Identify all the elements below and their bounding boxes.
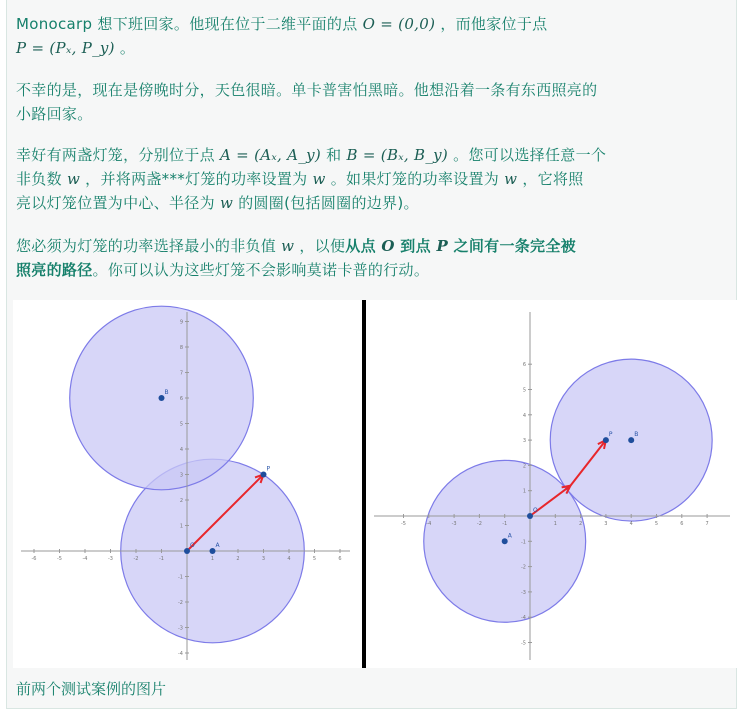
- y-tick-label: 3: [522, 438, 526, 445]
- chart-case-1: [13, 300, 358, 668]
- y-tick-label: 1: [522, 488, 526, 495]
- bold-text: 照亮的路径: [16, 261, 93, 279]
- y-tick-label: 8: [179, 345, 183, 351]
- y-tick-label: -2: [178, 600, 183, 606]
- y-tick-label: 6: [522, 362, 526, 369]
- text: 。如果灯笼的功率设置为: [325, 170, 505, 188]
- math-w: w: [66, 170, 81, 188]
- text: ，而他家位于点: [435, 15, 548, 33]
- y-tick-label: -4: [178, 651, 183, 657]
- x-tick-label: 2: [236, 556, 240, 562]
- problem-statement-card: [6, 0, 737, 709]
- y-tick-label: -2: [521, 564, 526, 571]
- y-tick-label: 9: [179, 319, 183, 326]
- x-tick-label: -1: [502, 521, 508, 527]
- y-tick-label: -3: [178, 625, 183, 632]
- math-p: P: [436, 237, 449, 255]
- x-tick-label: -6: [31, 556, 37, 562]
- math-point-p: P = (Pₓ, P_y): [16, 39, 115, 57]
- y-tick-label: 1: [179, 523, 183, 530]
- y-tick-label: 2: [179, 498, 183, 504]
- math-w: w: [504, 170, 518, 188]
- text: 的圆圈(包括圆圈的边界)。: [233, 194, 419, 212]
- x-tick-label: 2: [579, 521, 583, 527]
- text: 不幸的是，现在是傍晚时分，天色很暗。单卡普害怕黑暗。他想沿着一条有东西照亮的: [16, 81, 598, 99]
- bold-text: 到点: [394, 237, 437, 255]
- text: 非负数: [16, 170, 67, 188]
- paragraph-4: [16, 234, 724, 282]
- math-point-b: B = (Bₓ, B_y): [346, 146, 449, 164]
- figure-caption: 前两个测试案例的图片: [16, 680, 167, 698]
- x-tick-label: -1: [159, 556, 164, 562]
- bold-text: 从点: [345, 237, 382, 255]
- x-tick-label: -3: [108, 556, 113, 562]
- point-label-a: A: [507, 532, 512, 540]
- x-tick-label: -4: [82, 556, 88, 562]
- x-tick-label: 4: [629, 521, 633, 527]
- math-origin: O = (0,0): [362, 15, 436, 33]
- x-tick-label: 4: [287, 556, 291, 562]
- x-tick-label: -5: [401, 521, 406, 527]
- y-tick-label: 5: [179, 421, 183, 428]
- x-tick-label: -2: [133, 556, 139, 562]
- text: 和: [321, 146, 347, 164]
- x-tick-label: 3: [261, 556, 266, 562]
- point-label-p: P: [608, 431, 613, 439]
- text: ，并将两盏***灯笼的功率设置为: [80, 170, 313, 188]
- paragraph-3: [16, 143, 724, 215]
- chart-case-2: [366, 300, 738, 668]
- x-tick-label: 1: [210, 556, 215, 562]
- y-tick-label: 7: [179, 370, 183, 377]
- point-label-b: B: [164, 389, 169, 396]
- text: 幸好有两盏灯笼，分别位于点: [16, 146, 220, 164]
- math-w: w: [219, 194, 234, 212]
- y-tick-label: 6: [179, 396, 183, 402]
- text: 小路回家。: [16, 105, 93, 123]
- math-o: O: [381, 237, 395, 255]
- x-tick-label: -5: [57, 556, 62, 562]
- text: 亮以灯笼位置为中心、半径为: [16, 194, 220, 212]
- y-tick-label: 4: [179, 447, 183, 453]
- bold-text: 之间有一条完全被: [448, 237, 576, 255]
- y-tick-label: -4: [521, 615, 526, 622]
- math-point-a: A = (Aₓ, A_y): [219, 146, 322, 164]
- math-w: w: [281, 237, 295, 255]
- y-tick-label: -3: [521, 589, 526, 596]
- y-tick-label: -1: [178, 574, 183, 581]
- point-label-a: A: [215, 542, 220, 549]
- point-label-p: P: [266, 465, 271, 473]
- text: 您必须为灯笼的功率选择最小的非负值: [16, 237, 282, 255]
- x-tick-label: -4: [426, 521, 432, 527]
- x-tick-label: 5: [654, 521, 659, 527]
- y-tick-label: 3: [179, 472, 183, 479]
- paragraph-1: [16, 12, 724, 60]
- y-tick-label: 2: [522, 463, 526, 470]
- point-label-o: O: [533, 507, 538, 514]
- text: 。您可以选择任意一个: [448, 146, 607, 164]
- x-tick-label: -3: [451, 521, 457, 527]
- x-tick-label: 7: [705, 521, 709, 527]
- text: Monocarp 想下班回家。他现在位于二维平面的点: [16, 15, 363, 33]
- text: ，它将照: [517, 170, 584, 188]
- y-tick-label: -5: [521, 640, 526, 647]
- math-w: w: [312, 170, 326, 188]
- point-label-o: O: [190, 542, 195, 549]
- x-tick-label: -2: [476, 521, 482, 527]
- text: 。: [114, 39, 136, 57]
- x-tick-label: 5: [312, 556, 317, 562]
- paragraph-2: [16, 78, 724, 126]
- y-tick-label: -1: [521, 539, 526, 546]
- y-tick-label: 5: [522, 387, 526, 394]
- x-tick-label: 6: [680, 521, 684, 527]
- point-label-b: B: [634, 431, 639, 439]
- x-tick-label: 6: [338, 556, 342, 562]
- y-tick-label: 4: [522, 412, 526, 419]
- text: 。你可以认为这些灯笼不会影响莫诺卡普的行动。: [92, 261, 430, 279]
- figure-test-cases: [13, 300, 738, 668]
- x-tick-label: 1: [553, 521, 557, 527]
- x-tick-label: 3: [604, 521, 608, 527]
- text: ，以便: [294, 237, 346, 255]
